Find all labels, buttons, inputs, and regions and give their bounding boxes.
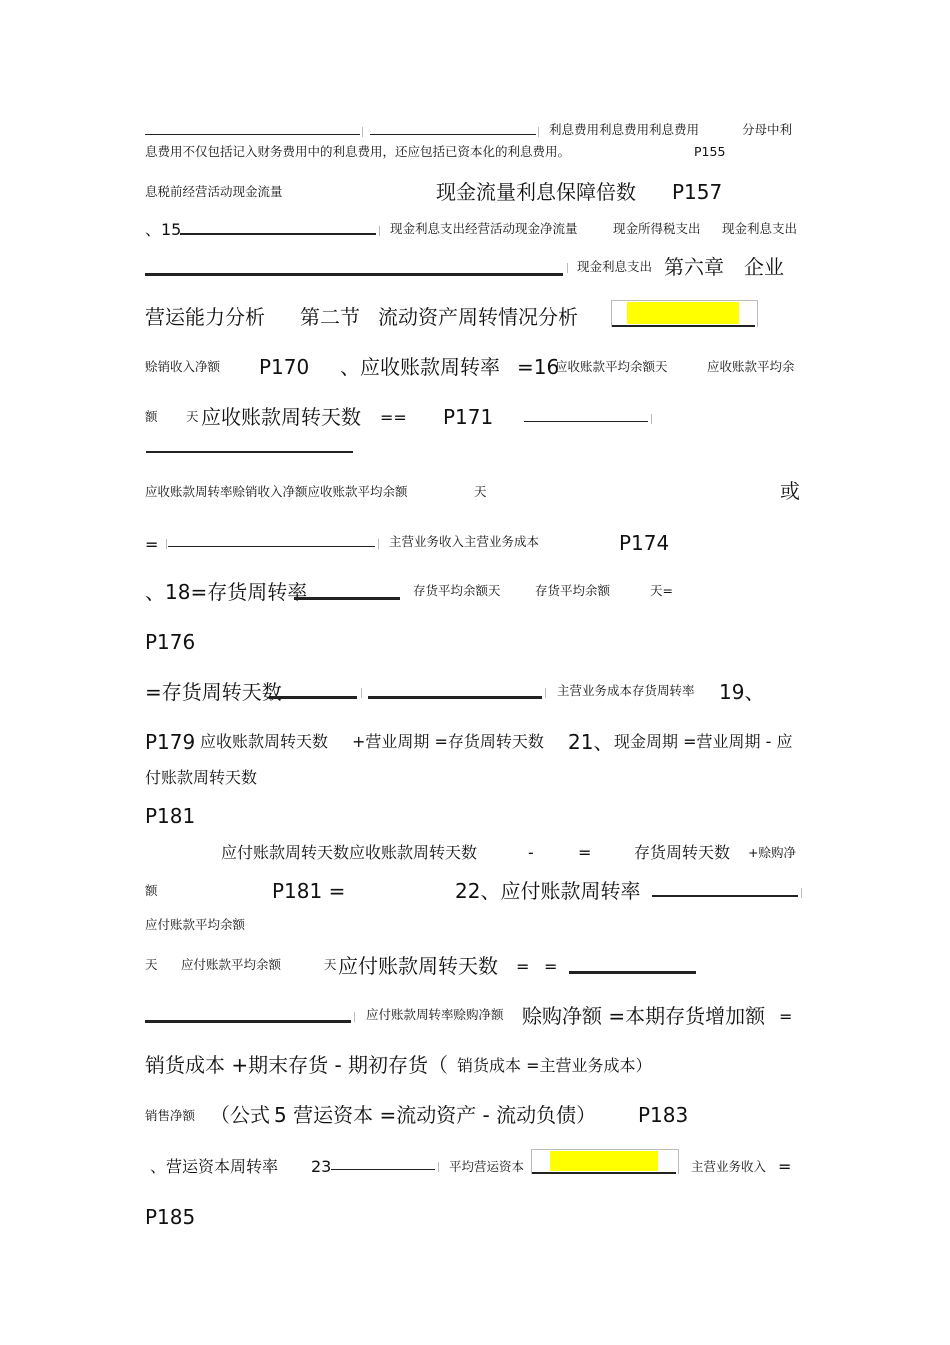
blank-line <box>269 696 357 699</box>
text-segment: 应付账款周转天数应收账款周转天数 <box>221 843 478 862</box>
tick-mark <box>567 263 568 273</box>
formula-title: 、应收账款周转率 <box>340 355 500 379</box>
text-segment: 或 <box>780 479 800 503</box>
tick-mark <box>538 127 539 137</box>
text-segment: +赊购净 <box>748 845 796 860</box>
section-heading: 第二节 <box>300 305 360 329</box>
text-segment: 应付账款平均余额 <box>145 917 246 932</box>
blank-line <box>524 421 648 422</box>
text-segment: 应收账款平均余 <box>707 359 795 374</box>
formula-title: 现金周期 =营业周期 - 应 <box>614 732 793 751</box>
tick-mark <box>545 688 546 698</box>
text-segment: 主营业务收入主营业务成本 <box>389 534 540 549</box>
formula-title: 应付账款周转天数 <box>338 954 498 978</box>
page-reference: P183 <box>638 1103 689 1127</box>
tick-mark <box>354 1012 355 1022</box>
text-segment: = <box>778 1157 792 1176</box>
tick-mark <box>362 127 363 137</box>
page-reference: P179 <box>145 730 196 754</box>
text-segment: == <box>380 408 407 427</box>
chapter-heading: 营运能力分析 <box>145 305 265 329</box>
text-segment: = <box>544 957 558 976</box>
page-reference: P155 <box>694 144 726 159</box>
text-segment: =16 <box>517 355 560 379</box>
text-segment: 现金利息支出 <box>577 259 653 274</box>
page-reference: P171 <box>443 405 494 429</box>
text-segment: 应收账款周转率赊销收入净额应收账款平均余额 <box>145 484 408 499</box>
text-segment: 赊销收入净额 <box>145 359 221 374</box>
formula-title: 应收账款周转天数 <box>201 405 361 429</box>
page-reference: P170 <box>259 355 310 379</box>
text-segment: 19、 <box>719 680 765 704</box>
text-segment: 天 <box>324 957 337 972</box>
text-segment: 销售净额 <box>145 1108 196 1123</box>
page-reference: P174 <box>619 531 670 555</box>
text-segment: = <box>145 535 159 554</box>
text-segment: 应付账款平均余额 <box>181 957 282 972</box>
blank-line <box>370 134 536 135</box>
formula-title: 现金流量利息保障倍数 <box>436 180 636 204</box>
text-segment: 额 <box>145 883 158 898</box>
text-segment: 天 <box>186 409 199 424</box>
text-segment: 平均营运资本 <box>449 1159 525 1174</box>
text-segment: 付账款周转天数 <box>145 768 258 787</box>
page-reference: P181 <box>145 804 196 828</box>
page-reference: P181 = <box>272 879 346 903</box>
text-segment: 现金利息支出经营活动现金净流量 <box>390 221 578 236</box>
blank-line <box>331 1169 435 1170</box>
page-reference: P185 <box>145 1205 196 1229</box>
text-segment: 利息费用利息费用利息费用 <box>549 122 700 137</box>
blank-line <box>569 971 696 974</box>
blank-line <box>145 134 360 135</box>
tick-mark <box>801 888 802 898</box>
formula-title: 销货成本 +期末存货 - 期初存货（ <box>145 1053 449 1077</box>
blank-line <box>145 1020 351 1023</box>
text-segment: 应付账款周转率赊购净额 <box>366 1007 504 1022</box>
text-segment: 、15 <box>145 220 182 239</box>
text-segment: 存货周转天数 <box>634 843 731 862</box>
formula-title: 22、应付账款周转率 <box>455 879 641 903</box>
tick-mark <box>378 539 379 549</box>
text-segment: 21、 <box>568 730 614 754</box>
text-segment: = <box>578 843 592 862</box>
chapter-heading: 第六章 <box>664 255 724 279</box>
text-segment: 应收账款平均余额天 <box>555 359 668 374</box>
formula-title: 5 营运资本 =流动资产 - 流动负债） <box>274 1103 597 1127</box>
blank-line <box>368 696 542 699</box>
blank-line <box>652 895 798 897</box>
blank-line <box>612 325 755 327</box>
text-segment: 天 <box>145 957 158 972</box>
page-reference: P157 <box>672 180 723 204</box>
tick-mark <box>166 539 167 549</box>
formula-title: =存货周转天数 <box>145 680 282 704</box>
text-segment: 息税前经营活动现金流量 <box>145 184 283 199</box>
section-heading: 流动资产周转情况分析 <box>378 305 578 329</box>
yellow-highlight <box>627 302 739 324</box>
blank-line <box>168 546 375 547</box>
text-segment: 息费用不仅包括记入财务费用中的利息费用，还应包括已资本化的利息费用。 <box>145 144 571 159</box>
blank-line <box>180 233 376 235</box>
yellow-highlight <box>550 1151 658 1171</box>
blank-line <box>146 451 353 453</box>
text-segment: 额 <box>145 409 158 424</box>
blank-line <box>532 1172 676 1174</box>
tick-mark <box>438 1162 439 1172</box>
tick-mark <box>651 414 652 424</box>
text-segment: 销货成本 =主营业务成本） <box>457 1056 652 1075</box>
text-segment: 天= <box>650 583 673 598</box>
text-segment: 现金所得税支出 <box>613 221 701 236</box>
text-segment: 存货平均余额 <box>535 583 611 598</box>
text-segment: 现金利息支出 <box>722 221 798 236</box>
formula-title: 、18=存货周转率 <box>145 580 308 604</box>
text-segment: = <box>516 957 530 976</box>
text-segment: 应收账款周转天数 <box>200 732 329 751</box>
formula-title: 、营运资本周转率 <box>150 1157 279 1176</box>
text-segment: 23 <box>311 1157 332 1176</box>
text-segment: 天 <box>474 484 487 499</box>
text-segment: （公式 <box>210 1103 270 1127</box>
text-segment: 主营业务收入 <box>691 1159 767 1174</box>
tick-mark <box>379 226 380 236</box>
formula-title: 赊购净额 =本期存货增加额 <box>522 1004 766 1028</box>
chapter-heading: 企业 <box>744 255 784 279</box>
text-segment: 分母中利 <box>742 122 793 137</box>
page-reference: P176 <box>145 630 196 654</box>
text-segment: = <box>779 1007 793 1026</box>
blank-line <box>145 273 563 276</box>
tick-mark <box>361 688 362 698</box>
blank-line <box>294 597 400 600</box>
text-segment: 存货平均余额天 <box>413 583 501 598</box>
text-segment: - <box>528 843 534 862</box>
formula-title: +营业周期 =存货周转天数 <box>352 732 544 751</box>
text-segment: 主营业务成本存货周转率 <box>557 683 695 698</box>
